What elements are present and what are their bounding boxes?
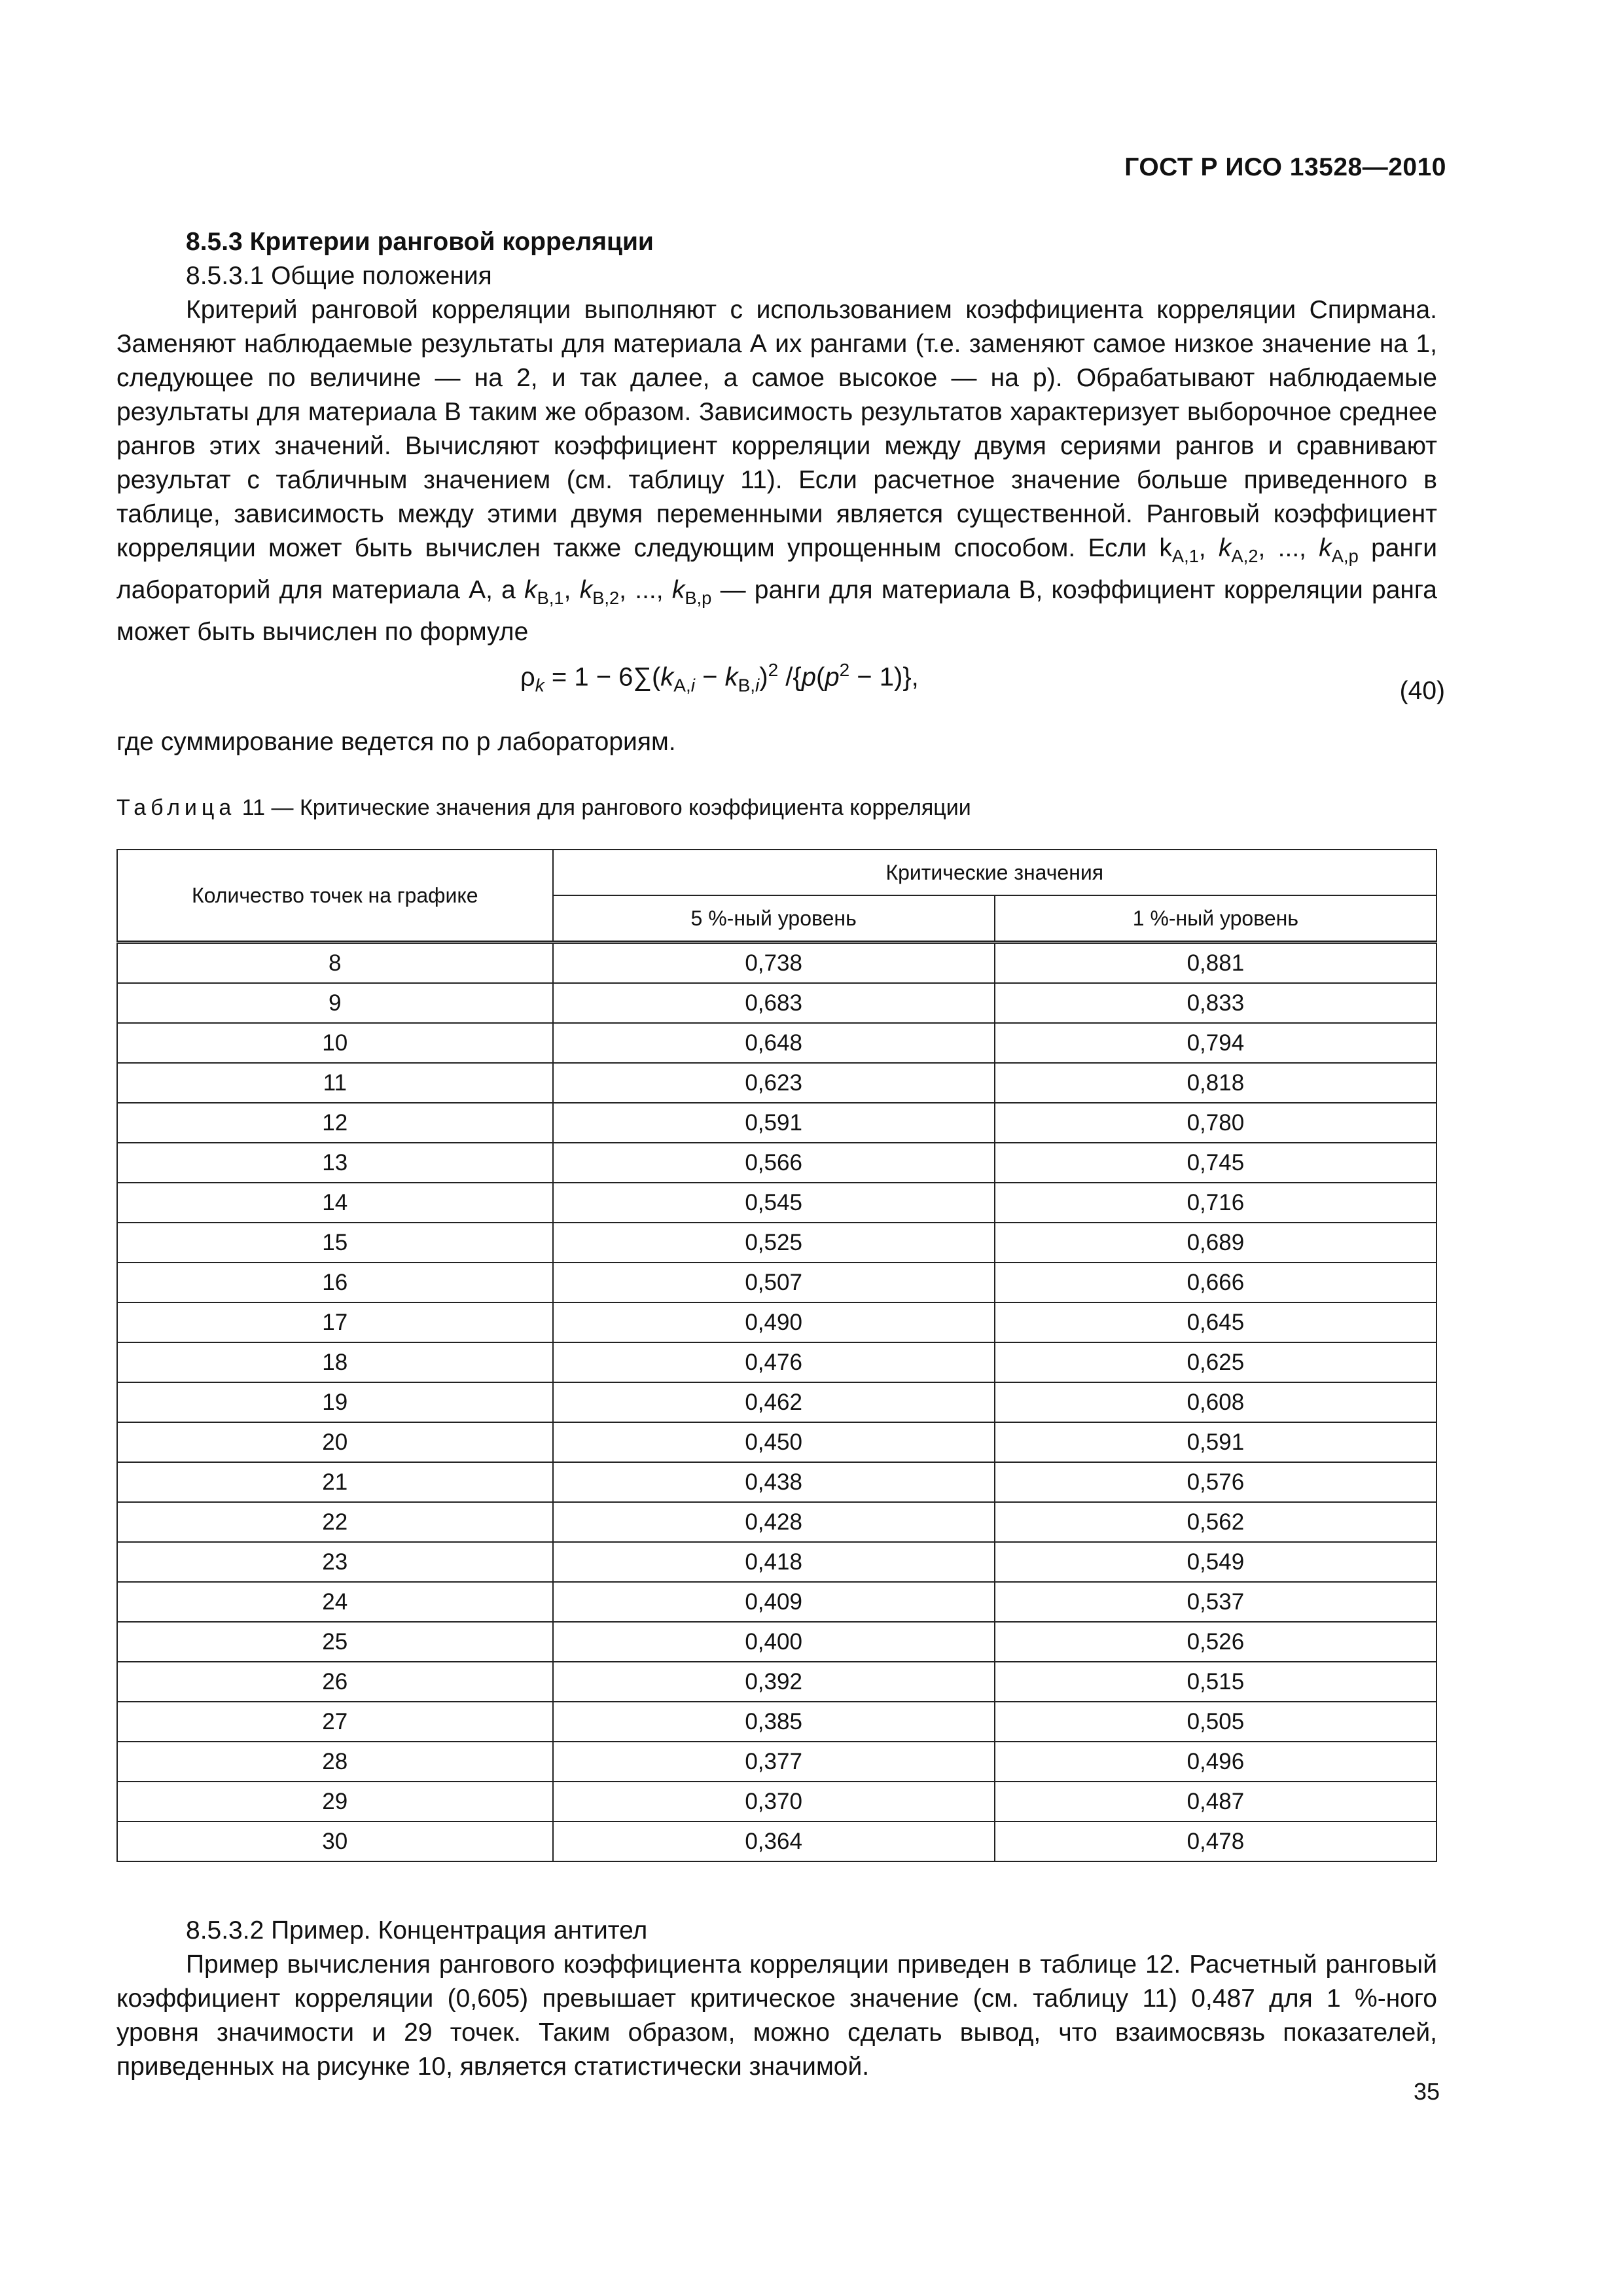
cell-5-percent: 0,462 — [553, 1382, 995, 1422]
cell-1-percent: 0,537 — [995, 1582, 1436, 1622]
cell-1-percent: 0,608 — [995, 1382, 1436, 1422]
cell-1-percent: 0,496 — [995, 1742, 1436, 1782]
cell-points: 19 — [117, 1382, 553, 1422]
cell-points: 24 — [117, 1582, 553, 1622]
table-row — [117, 983, 1436, 1023]
cell-1-percent: 0,716 — [995, 1183, 1436, 1223]
cell-points: 29 — [117, 1782, 553, 1821]
table-row — [117, 1582, 1436, 1622]
cell-5-percent: 0,438 — [553, 1462, 995, 1502]
cell-5-percent: 0,392 — [553, 1662, 995, 1702]
table-row — [117, 1342, 1436, 1382]
table-row — [117, 1821, 1436, 1861]
cell-points: 25 — [117, 1622, 553, 1662]
table-row — [117, 1263, 1436, 1302]
spearman-formula: $\rho_k = 1 - 6\sum(k_{A,i} - k_{B,i})^2$ $/\{p(p^2 - 1)\}$, — [520, 660, 919, 696]
cell-points: 20 — [117, 1422, 553, 1462]
cell-5-percent: 0,545 — [553, 1183, 995, 1223]
table-caption — [116, 795, 971, 821]
general-paragraph-mid: ранги лабораторий для материала А, а — [116, 534, 1437, 604]
cell-5-percent: 0,683 — [553, 983, 995, 1023]
rank-ap: A,p — [1331, 545, 1359, 566]
critical-values-table — [116, 849, 1437, 1862]
header-points: Количество точек на графике — [117, 850, 553, 942]
cell-1-percent: 0,745 — [995, 1143, 1436, 1183]
cell-1-percent: 0,549 — [995, 1542, 1436, 1582]
table-row — [117, 1662, 1436, 1702]
table-row — [117, 1143, 1436, 1183]
table-row — [117, 1183, 1436, 1223]
section-heading: 8.5.3 Критерии ранговой корреляции — [186, 228, 654, 256]
table-row — [117, 1622, 1436, 1662]
cell-points: 14 — [117, 1183, 553, 1223]
cell-5-percent: 0,418 — [553, 1542, 995, 1582]
cell-points: 10 — [117, 1023, 553, 1063]
cell-points: 30 — [117, 1821, 553, 1861]
table-row — [117, 1702, 1436, 1742]
table-row — [117, 942, 1436, 984]
cell-points: 23 — [117, 1542, 553, 1582]
cell-1-percent: 0,576 — [995, 1462, 1436, 1502]
cell-1-percent: 0,505 — [995, 1702, 1436, 1742]
cell-points: 26 — [117, 1662, 553, 1702]
cell-points: 28 — [117, 1742, 553, 1782]
cell-5-percent: 0,648 — [553, 1023, 995, 1063]
table-row — [117, 1782, 1436, 1821]
cell-5-percent: 0,476 — [553, 1342, 995, 1382]
rank-a2: A,2 — [1231, 545, 1258, 566]
summation-note: где суммирование ведется по p лабораториям. — [116, 728, 676, 756]
cell-5-percent: 0,450 — [553, 1422, 995, 1462]
cell-1-percent: 0,562 — [995, 1502, 1436, 1542]
cell-points: 8 — [117, 942, 553, 984]
cell-5-percent: 0,490 — [553, 1302, 995, 1342]
cell-points: 27 — [117, 1702, 553, 1742]
table-row — [117, 1422, 1436, 1462]
cell-5-percent: 0,364 — [553, 1821, 995, 1861]
general-paragraph: Критерий ранговой корреляции выполняют с использованием коэффициента корреляции Спирмана. Заменяют наблюдаемые результаты для материала А их рангами (т.е. заменяют самое низкое значение на 1, следующее по величине — на 2, и так далее, а самое высокое — на p). Обрабатывают наблюдаемые результаты для материала В таким же образом. Зависимость результатов характеризует выборочное среднее рангов этих значений. Вычисляют коэффициент корреляции между двумя сериями рангов и сравнивают результат с табличным значением (см. таблицу 11). Если расчетное значение больше приведенного в таблице, зависимость между этими двумя переменными является существенной. Ранговый коэффициент корреляции может быть вычислен также следующим упрощенным способом. Если $k_{A,1}$, $k_{A,2}$, ..., $k_{A,p}$ ранги лабораторий для материала А, а $k_{B,1}$, $k_{B,2}$, ..., $k_{B,p}$ — ранги для материала В, коэффициент корреляции ранга может быть вычислен по формуле — [116, 296, 1437, 646]
header-5-percent: 5 %-ный уровень — [553, 895, 995, 942]
example-heading: 8.5.3.2 Пример. Концентрация антител — [186, 1916, 648, 1945]
cell-points: 9 — [117, 983, 553, 1023]
cell-1-percent: 0,666 — [995, 1263, 1436, 1302]
cell-1-percent: 0,625 — [995, 1342, 1436, 1382]
rank-b2: B,2 — [592, 587, 620, 608]
cell-points: 18 — [117, 1342, 553, 1382]
cell-5-percent: 0,525 — [553, 1223, 995, 1263]
cell-5-percent: 0,377 — [553, 1742, 995, 1782]
cell-1-percent: 0,833 — [995, 983, 1436, 1023]
table-caption-word: Таблица — [116, 795, 236, 820]
cell-1-percent: 0,689 — [995, 1223, 1436, 1263]
table-row — [117, 1742, 1436, 1782]
cell-points: 15 — [117, 1223, 553, 1263]
cell-1-percent: 0,526 — [995, 1622, 1436, 1662]
cell-points: 13 — [117, 1143, 553, 1183]
cell-1-percent: 0,487 — [995, 1782, 1436, 1821]
cell-1-percent: 0,780 — [995, 1103, 1436, 1143]
header-1-percent: 1 %-ный уровень — [995, 895, 1436, 942]
table-row — [117, 1103, 1436, 1143]
table-row — [117, 1502, 1436, 1542]
general-paragraph-text: Критерий ранговой корреляции выполняют с использованием коэффициента корреляции Спирмана. Заменяют наблюдаемые результаты для материала А их рангами (т.е. заменяют самое низкое значение на 1, следующее по величине — на 2, и так далее, а самое высокое — на p). Обрабатывают наблюдаемые результаты для материала В таким же образом. Зависимость результатов характеризует выборочное среднее рангов этих значений. Вычисляют коэффициент корреляции между двумя сериями рангов и сравнивают результат с табличным значением (см. таблицу 11). Если расчетное значение больше приведенного в таблице, зависимость между этими двумя переменными является существенной. Ранговый коэффициент корреляции может быть вычислен также следующим упрощенным способом. Если k — [116, 296, 1437, 562]
table-row — [117, 1223, 1436, 1263]
table-row — [117, 1063, 1436, 1103]
cell-5-percent: 0,428 — [553, 1502, 995, 1542]
cell-5-percent: 0,370 — [553, 1782, 995, 1821]
rank-a1: A,1 — [1171, 545, 1199, 566]
cell-points: 17 — [117, 1302, 553, 1342]
cell-1-percent: 0,881 — [995, 942, 1436, 984]
cell-5-percent: 0,566 — [553, 1143, 995, 1183]
cell-points: 11 — [117, 1063, 553, 1103]
cell-points: 12 — [117, 1103, 553, 1143]
cell-5-percent: 0,507 — [553, 1263, 995, 1302]
cell-points: 21 — [117, 1462, 553, 1502]
cell-1-percent: 0,818 — [995, 1063, 1436, 1103]
cell-1-percent: 0,591 — [995, 1422, 1436, 1462]
cell-5-percent: 0,409 — [553, 1582, 995, 1622]
table-row — [117, 1462, 1436, 1502]
example-paragraph: Пример вычисления рангового коэффициента корреляции приведен в таблице 12. Расчетный ранговый коэффициент корреляции (0,605) превышает критическое значение (см. таблицу 11) 0,487 для 1 %-ного уровня значимости и 29 точек. Таким образом, можно сделать вывод, что взаимосвязь показателей, приведенных на рисунке 10, является статистически значимой. — [116, 1950, 1437, 2081]
rank-b1: B,1 — [537, 587, 564, 608]
table-caption-text: 11 — Критические значения для рангового коэффициента корреляции — [241, 795, 971, 820]
table-row — [117, 1542, 1436, 1582]
formula-number: (40) — [1399, 677, 1445, 705]
cell-1-percent: 0,515 — [995, 1662, 1436, 1702]
cell-1-percent: 0,478 — [995, 1821, 1436, 1861]
cell-5-percent: 0,400 — [553, 1622, 995, 1662]
cell-5-percent: 0,385 — [553, 1702, 995, 1742]
standard-header: ГОСТ Р ИСО 13528—2010 — [1124, 153, 1446, 181]
cell-points: 22 — [117, 1502, 553, 1542]
cell-1-percent: 0,645 — [995, 1302, 1436, 1342]
table-body — [117, 942, 1436, 1862]
cell-5-percent: 0,591 — [553, 1103, 995, 1143]
rank-bp: B,p — [685, 587, 712, 608]
cell-5-percent: 0,738 — [553, 942, 995, 984]
subsection-heading: 8.5.3.1 Общие положения — [186, 262, 492, 290]
header-critical-values: Критические значения — [553, 850, 1436, 895]
table-row — [117, 1023, 1436, 1063]
cell-5-percent: 0,623 — [553, 1063, 995, 1103]
table-row — [117, 1382, 1436, 1422]
cell-points: 16 — [117, 1263, 553, 1302]
page-number: 35 — [1413, 2078, 1440, 2105]
cell-1-percent: 0,794 — [995, 1023, 1436, 1063]
general-paragraph-end: — ранги для материала В, коэффициент корреляции ранга может быть вычислен по формуле — [116, 575, 1437, 646]
table-row — [117, 1302, 1436, 1342]
